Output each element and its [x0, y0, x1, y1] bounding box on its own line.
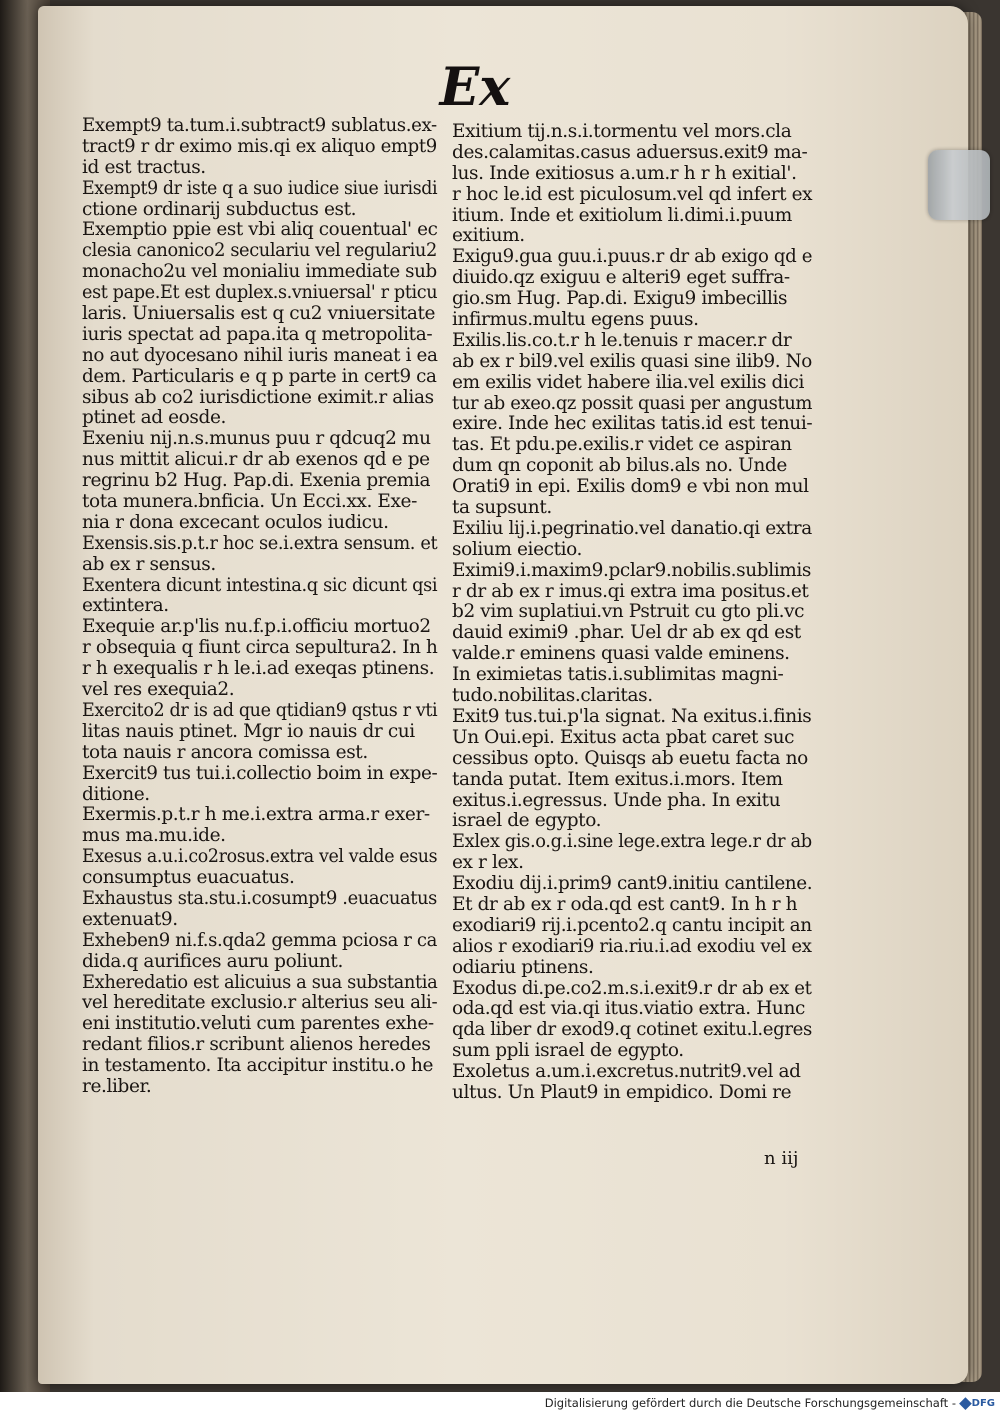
text-line: valde.r eminens quasi valde eminens.	[452, 643, 790, 665]
text-line: exire. Inde hec exilitas tatis.id est tenui-	[452, 413, 813, 435]
text-line: cessibus opto. Quisqs ab euetu facta no	[452, 747, 808, 769]
text-line: tota nauis r ancora comissa est.	[82, 741, 368, 763]
text-line: r obsequia q fiunt circa sepultura2. In h	[82, 637, 438, 659]
text-line: Exesus a.u.i.co2rosus.extra vel valde esus	[82, 846, 438, 868]
text-line: redant filios.r scribunt alienos heredes	[82, 1034, 431, 1056]
left-text-column	[82, 116, 437, 1098]
text-line: tanda putat. Item exitus.i.mors. Item	[452, 768, 783, 790]
text-line: litas nauis ptinet. Mgr io nauis dr cui	[82, 720, 415, 742]
text-line: no aut dyocesano nihil iuris maneat i ea	[82, 344, 438, 366]
text-line: ultus. Un Plaut9 in empidico. Domi re	[452, 1081, 792, 1103]
text-line: itium. Inde et exitiolum li.dimi.i.puum	[452, 204, 792, 226]
text-line: r hoc le.id est piculosum.vel qd infert ex	[452, 183, 813, 205]
text-line: r h exequalis r h le.i.ad exeqas ptinens.	[82, 658, 435, 680]
text-line: dida.q aurifices auru poliunt.	[82, 950, 343, 972]
text-line: Exequie ar.p'lis nu.f.p.i.officiu mortuo2	[82, 616, 431, 638]
text-line: dem. Particularis e q p parte in cert9 ca	[82, 365, 437, 387]
text-line: ab ex r bil9.vel exilis quasi sine ilib9. No	[452, 350, 812, 372]
dfg-logo-icon	[959, 1397, 971, 1409]
page-header: Ex	[439, 57, 511, 118]
text-line: oda.qd est via.qi itus.viatio extra. Hunc	[452, 998, 805, 1020]
signature-mark: n iij	[764, 1148, 799, 1169]
text-line: Exodiu dij.i.prim9 cant9.initiu cantilene.	[452, 873, 813, 895]
text-line: Exlex gis.o.g.i.sine lege.extra lege.r dr ab	[452, 831, 812, 853]
text-line: dum qn coponit ab bilus.als no. Unde	[452, 455, 787, 477]
text-line: qda liber dr exod9.q cotinet exitu.l.egres	[452, 1019, 812, 1041]
text-line: solium eiectio.	[452, 538, 583, 560]
text-line: tudo.nobilitas.claritas.	[452, 685, 653, 707]
text-line: Exempt9 dr iste q a suo iudice siue iurisdi	[82, 177, 438, 199]
text-line: Exoletus a.um.i.excretus.nutrit9.vel ad	[452, 1061, 801, 1083]
page-marker-clip	[928, 150, 990, 220]
text-line: b2 vim suplatiui.vn Pstruit cu gto pli.vc	[452, 601, 805, 623]
text-line: Exensis.sis.p.t.r hoc se.i.extra sensum. et	[82, 532, 438, 554]
text-line: infirmus.multu egens puus.	[452, 309, 699, 331]
footer-credit: Digitalisierung gefördert durch die Deutsche Forschungsgemeinschaft -	[544, 1396, 956, 1410]
text-line: dauid eximi9 .phar. Uel dr ab ex qd est	[452, 622, 801, 644]
text-line: Exiliu lij.i.pegrinatio.vel danatio.qi extra	[452, 517, 812, 539]
text-line: Exheben9 ni.f.s.qda2 gemma pciosa r ca	[82, 929, 437, 951]
text-line: vel res exequia2.	[82, 679, 235, 701]
text-line: sum ppli israel de egypto.	[452, 1040, 684, 1062]
text-line: nia r dona excecant oculos iudicu.	[82, 511, 389, 533]
text-line: sibus ab co2 iurisdictione eximit.r alias	[82, 386, 434, 408]
text-line: laris. Uniuersalis est q cu2 vniuersitate	[82, 303, 436, 325]
text-line: Exempt9 ta.tum.i.subtract9 sublatus.ex-	[82, 115, 437, 136]
text-line: Exit9 tus.tui.p'la signat. Na exitus.i.finis	[452, 705, 812, 727]
text-line: Exitium tij.n.s.i.tormentu vel mors.cla	[452, 121, 792, 142]
text-line: re.liber.	[82, 1075, 152, 1097]
text-line: exitium.	[452, 225, 525, 247]
text-line: Exercit9 tus tui.i.collectio boim in expe-	[82, 762, 438, 784]
text-line: odiariu ptinens.	[452, 956, 594, 978]
right-text-column	[452, 122, 812, 1104]
text-line: est pape.Et est duplex.s.vniuersal' r pticu	[82, 282, 438, 304]
text-line: Exilis.lis.co.t.r h le.tenuis r macer.r dr	[452, 329, 792, 351]
text-line: in testamento. Ita accipitur institu.o he	[82, 1055, 434, 1077]
text-line: israel de egypto.	[452, 810, 602, 832]
text-line: Exigu9.gua guu.i.puus.r dr ab exigo qd e	[452, 246, 813, 268]
text-line: tas. Et pdu.pe.exilis.r videt ce aspiran	[452, 434, 792, 456]
text-line: Exheredatio est alicuius a sua substantia	[82, 971, 438, 993]
text-line: r dr ab ex r imus.qi extra ima positus.et	[452, 580, 809, 602]
text-line: regrinu b2 Hug. Pap.di. Exenia premia	[82, 470, 431, 492]
text-line: exitus.i.egressus. Unde pha. In exitu	[452, 789, 781, 811]
dfg-logo	[961, 1396, 995, 1410]
text-line: extintera.	[82, 595, 169, 617]
text-line: iuris spectat ad papa.ita q metropolita-	[82, 323, 433, 345]
text-line: lus. Inde exitiosus a.um.r h r h exitial'.	[452, 162, 797, 184]
text-line: ex r lex.	[452, 852, 524, 874]
text-line: extenuat9.	[82, 908, 178, 930]
text-line: diuido.qz exiguu e alteri9 eget suffra-	[452, 267, 790, 289]
text-line: monacho2u vel monialiu immediate sub	[82, 261, 437, 283]
text-line: vel hereditate exclusio.r alterius seu ali-	[82, 992, 438, 1014]
text-line: Exentera dicunt intestina.q sic dicunt qsi	[82, 574, 438, 596]
text-line: id est tractus.	[82, 156, 206, 178]
text-line: tur ab exeo.qz possit quasi per angustum	[452, 392, 813, 414]
text-line: Et dr ab ex r oda.qd est cant9. In h r h	[452, 893, 798, 915]
text-line: Un Oui.epi. Exitus acta pbat caret suc	[452, 726, 795, 748]
text-line: Exemptio ppie est vbi aliq couentual' ec	[82, 219, 438, 241]
text-line: tract9 r dr eximo mis.qi ex aliquo empt9	[82, 135, 437, 157]
dfg-logo-text: DFG	[971, 1397, 995, 1409]
text-line: mus ma.mu.ide.	[82, 825, 226, 847]
text-line: Exercito2 dr is ad que qtidian9 qstus r vti	[82, 699, 438, 721]
text-line: ptinet ad eosde.	[82, 407, 226, 429]
text-line: Exodus di.pe.co2.m.s.i.exit9.r dr ab ex et	[452, 977, 812, 999]
text-line: In eximietas tatis.i.sublimitas magni-	[452, 664, 784, 686]
text-line: eni institutio.veluti cum parentes exhe-	[82, 1013, 434, 1035]
text-line: alios r exodiari9 ria.riu.i.ad exodiu vel ex	[452, 935, 812, 957]
text-line: ctione ordinarij subductus est.	[82, 198, 357, 220]
text-line: ditione.	[82, 783, 150, 805]
text-line: Exermis.p.t.r h me.i.extra arma.r exer-	[82, 804, 430, 826]
text-line: Exeniu nij.n.s.munus puu r qdcuq2 mu	[82, 428, 431, 450]
text-line: em exilis videt habere ilia.vel exilis dici	[452, 371, 804, 393]
text-line: nus mittit alicui.r dr ab exenos qd e pe	[82, 449, 430, 471]
text-line: exodiari9 rij.i.pcento2.q cantu incipit an	[452, 914, 812, 936]
text-line: ta supsunt.	[452, 497, 552, 519]
text-line: clesia canonico2 seculariu vel regulariu2	[82, 240, 437, 262]
text-line: des.calamitas.casus aduersus.exit9 ma-	[452, 141, 808, 163]
text-line: gio.sm Hug. Pap.di. Exigu9 imbecillis	[452, 288, 788, 310]
text-line: Exhaustus sta.stu.i.cosumpt9 .euacuatus	[82, 887, 437, 909]
text-line: tota munera.bnficia. Un Ecci.xx. Exe-	[82, 491, 417, 513]
text-line: Eximi9.i.maxim9.pclar9.nobilis.sublimis	[452, 559, 811, 581]
text-line: consumptus euacuatus.	[82, 867, 295, 889]
text-line: ab ex r sensus.	[82, 553, 216, 575]
text-line: Orati9 in epi. Exilis dom9 e vbi non mul	[452, 476, 809, 498]
